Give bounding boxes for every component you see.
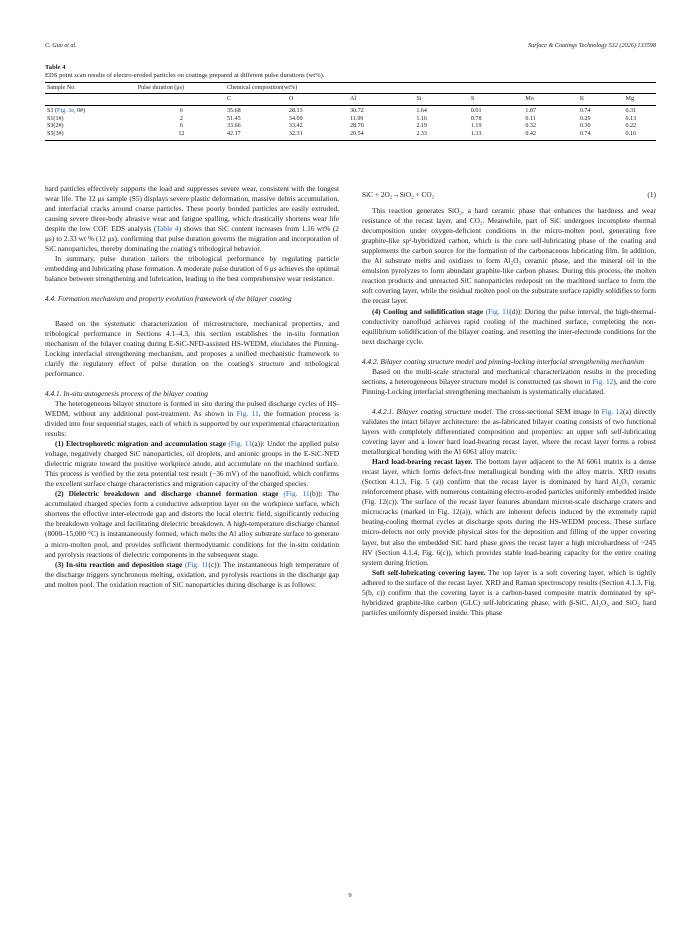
right-column xyxy=(362,184,656,618)
table-row: S3(2#) 6 33.66 33.42 28.70 2.19 1.19 0.32 0.30 0.22 xyxy=(47,123,637,130)
section-heading: 4.4.2. Bilayer coating structure model and pinning-locking interfacial strengthening mechanism xyxy=(362,356,645,366)
equation-1 xyxy=(362,190,656,200)
table-label: Table 4 xyxy=(45,64,66,71)
col-header-element: O xyxy=(288,96,294,102)
paragraph: (4) Cooling and solidification stage (Fig. 11(d)): During the pulse interval, the high-thermal-conductivity nanofluid achieves rapid cooling of the machined surface, completing the non-equilibrium solidification of the bilayer coating, and resetting the inter-electrode conditions for the next discharge cycle. xyxy=(362,306,656,346)
fig-link[interactable]: (Fig. 11 xyxy=(228,439,252,449)
fig-link[interactable]: Fig. 12 xyxy=(592,376,614,386)
running-head-authors: C. Guo et al. xyxy=(45,42,77,49)
section-heading: 4.4.1. In-situ autogenesis process of the bilayer coating xyxy=(45,388,208,398)
col-header-element: Mo xyxy=(525,96,534,102)
eds-table xyxy=(45,82,656,141)
fig-link[interactable]: Fig. 11 xyxy=(236,408,259,418)
left-column xyxy=(45,184,339,590)
paragraph: In summary, pulse duration tailors the tribological performance by regulating particle embedding and lubricating phase formation. A moderate pulse duration of 6 μs achieves the optimal balance between strengthening and lubrication, leading to the best comprehensive wear resistance. xyxy=(45,254,339,284)
section-heading: 4.4. Formation mechanism and property evolution framework of the bilayer coating xyxy=(45,294,292,304)
table-row: S5(3#) 12 42.17 32.31 20.54 2.33 1.33 0.42 0.74 0.16 xyxy=(45,131,656,141)
paragraph: hard particles effectively supports the load and suppresses severe wear, consistent with the longest wear life. The 12 μs sample (S5) displays severe plastic deformation, massive debris accumulation, and interfacial cracks around coarse particles. These poorly bonded particles are easily extruded, causing severe three-body abrasive wear and fatigue spalling, which drastically shortens wear life despite the low COF. EDS analysis (Table 4) shows that SiC content increases from 1.16 wt% (2 μs) to 2.33 wt % (12 μs), confirming that pulse duration governs the migration and incorporation of SiC nanoparticles, thereby dominating the coating's tribological behavior. xyxy=(45,184,339,254)
fig-link[interactable]: (Fig. 11 xyxy=(283,489,310,499)
table-4 xyxy=(45,64,656,141)
paragraph: Based on the multi-scale structural and mechanical characterization results in the preceding sections, a heterogeneous bilayer structure model is constructed (as shown in Fig. 12), and the core Pinning-Locking interfacial strengthening mechanism is systematically elucidated. xyxy=(362,366,656,396)
paragraph: The heterogeneous bilayer structure is formed in situ during the pulsed discharge cycles of HS-WEDM, without any additional post-treatment. As shown in Fig. 11, the formation process is divided into four sequential stages, each of which is supported by our experimental characterization results: xyxy=(45,398,339,438)
paragraph: (3) In-situ reaction and deposition stage (Fig. 11(c)): The instantaneous high temperature of the discharge triggers synchronous melting, oxidation, and pyrolysis reactions in the discharge gap and molten pool. The oxidation reaction of SiC nanoparticles during discharge is as follows: xyxy=(45,559,339,589)
paragraph: Hard load-bearing recast layer. The bottom layer adjacent to the Al 6061 matrix is a dense recast layer, which forms defect-free metallurgical bonding with the alloy matrix. XRD results (Section 4.1.3, Fig. 5 (a)) confirm that the recast layer is dominated by hard Al₂O₃ ceramic reinforcement phase, with numerous containing electro-eroded particles uniformly embedded inside (Fig. 12(c)). The surface of the recast layer features abundant micron-scale discharge craters and microcracks (marked in Fig. 12(a)), which are inherent defects induced by the extremely rapid heating-cooling thermal cycles at discharge spots during the HS-WEDM process. These surface micro-defects not only provide physical sites for the deposition and filling of the upper covering layer, but also the embedded SiC hard phase gives the recast layer a high microhardness of ~245 HV (Section 4.1.4, Fig. 6(c)), which provides stable load-bearing capacity for the entire coating system during friction. xyxy=(362,457,656,567)
table-row: S1(1#) 2 51.45 34.09 11.99 1.16 0.78 0.11 0.29 0.13 xyxy=(47,115,637,122)
subsection-heading: 4.4.2.1. Bilayer coating structure model. xyxy=(372,406,494,416)
fig-link[interactable]: Fig. 12 xyxy=(601,406,623,416)
paragraph: This reaction generates SiO₂, a hard ceramic phase that enhances the hardness and wear resistance of the recast layer, and CO₂. Meanwhile, part of SiC undergoes incomplete thermal decomposition under oxygen-deficient conditions in the micro-molten pool, generating free graphite-like sp²-hybridized carbon, which is the core self-lubricating phase of the coating and supplements the carbon source for the formation of the carbonaceous lubricating film. In addition, the Al substrate melts and oxidizes to form Al₂O₃ ceramic phase, and the mineral oil in the emulsion pyrolyzes to form abundant graphite-like carbon phases. During this process, the molten reaction products and unreacted SiC nanoparticles redeposit on the machined surface to form the soft covering layer, while the residual molten pool on the substrate surface rapidly solidifies to form the recast layer. xyxy=(362,206,656,306)
col-header-chem: Chemical composition(wt%) xyxy=(225,83,656,94)
col-header-element: Al xyxy=(349,96,357,102)
equation-number: (1) xyxy=(647,190,656,199)
col-header-element: K xyxy=(579,96,585,102)
fig-link[interactable]: (Fig. 11 xyxy=(485,306,510,316)
paragraph: (2) Dielectric breakdown and discharge channel formation stage (Fig. 11(b)): The accumulated charged species form a conductive adsorption layer on the workpiece surface, which shortens the effective inter-electrode gap and distorts the local electric field, significantly reducing the breakdown voltage and facilitating dielectric breakdown. A high-temperature discharge channel (8000–15,000 °C) is instantaneously formed, which melts the Al alloy substrate surface to generate a micro-molten pool, and provides sufficient thermodynamic conditions for the in-situ oxidation and pyrolysis reactions of dielectric components in the subsequent stage. xyxy=(45,489,339,559)
fig-link[interactable]: Fig. 3e xyxy=(57,108,74,114)
table-link[interactable]: Table 4 xyxy=(156,224,179,234)
equation: SiC + 2O₂→SiO₂ + CO₂ xyxy=(362,190,435,199)
table-row: S3 (Fig. 3e, 0#) 6 35.68 28.13 30.72 1.64 0.01 1.87 0.74 0.31 xyxy=(47,108,637,114)
paragraph: Based on the systematic characterization of microstructure, mechanical properties, and tribological performance in Sections 4.1–4.3, this section establishes the in-situ formation mechanism of the bilayer coating during E-SiC-NFD-assisted HS-WEDM, elucidates the Pinning-Locking interfacial strengthening mechanism, and proposes a unified mechanistic framework to clarify the regulatory effect of pulse duration on the coating's structure and tribological performance. xyxy=(45,318,339,378)
col-header-sample: Sample No. xyxy=(47,84,76,91)
paragraph: 4.4.2.1. Bilayer coating structure model. The cross-sectional SEM image in Fig. 12(a) directly validates the intact bilayer architecture: the as-fabricated bilayer coating consists of two functional layers with completely differentiated composition and properties: an upper soft self-lubricating covering layer and a lower hard load-bearing recast layer, where the recast layer forms a robust metallurgical bonding with the Al 6061 alloy matrix: xyxy=(362,406,657,457)
col-header-element: S xyxy=(470,96,475,102)
paragraph: (1) Electrophoretic migration and accumulation stage (Fig. 11(a)): Under the applied pulse voltage, negatively charged SiC nanoparticles, oil droplets, and anionic groups in the E-SiC-NFD dielectric migrate toward the positive workpiece anode, and accumulate on the machined surface. This process is verified by the zeta potential test result (−36 mV) of the nanofluid, which confirms the excellent surface charge characteristics and migration capacity of the charged species. xyxy=(45,439,339,489)
fig-link[interactable]: (Fig. 11 xyxy=(184,559,209,569)
col-header-element: Si xyxy=(416,96,422,102)
col-header-element: Mg xyxy=(625,96,634,102)
col-header-element: C xyxy=(226,96,232,102)
table-caption: EDS point scan results of electro-eroded particles on coatings prepared at different pulse durations (wt%). xyxy=(45,72,325,79)
running-head-journal: Surface & Coatings Technology 532 (2026) 133598 xyxy=(528,42,656,49)
page-number: 9 xyxy=(348,892,352,899)
paragraph: Soft self-lubricating covering layer. The top layer is a soft covering layer, which is tightly adhered to the surface of the recast layer. XRD and Raman spectroscopy results (Section 4.1.3, Fig. 5(b, c)) confirm that the covering layer is a carbon-based composite matrix dominated by sp²-hybridized graphite-like carbon (GLC) self-lubricating phase, with β-SiC, Al₂O₃ and SiO₂ hard particles uniformly dispersed inside. This phase xyxy=(362,567,656,617)
col-header-duration: Pulse duration (μs) xyxy=(137,84,185,91)
